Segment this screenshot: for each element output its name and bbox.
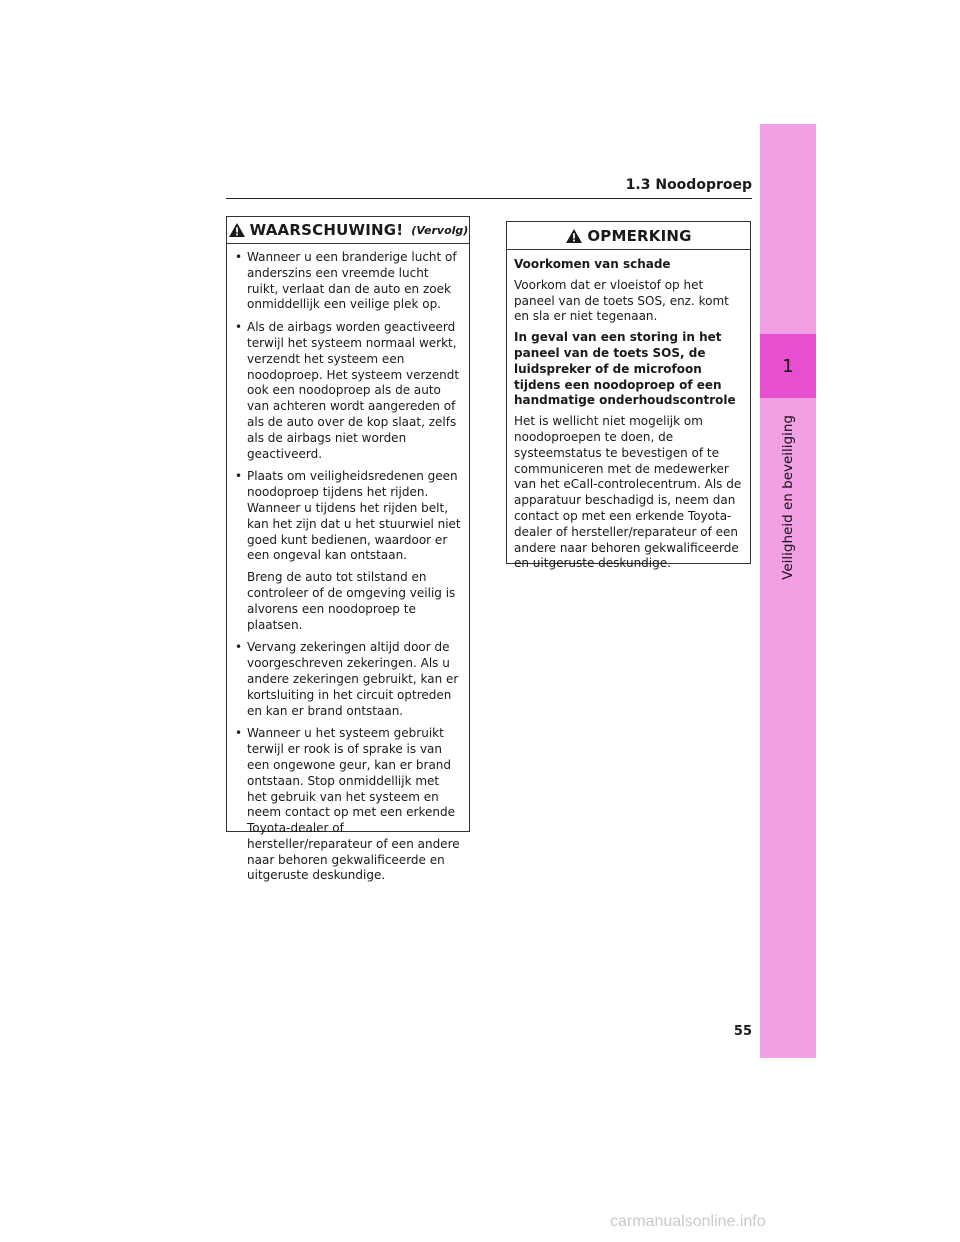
list-item: • Als de airbags worden geactiveerd terwijl het systeem normaal werkt, verzendt het systeem een noodoproep. Het systeem verzendt ook een noodoproep als de auto van achteren wordt aangereden of als de auto over de kop slaat, zelfs als de airbags niet worden geactiveerd. [235, 320, 460, 461]
watermark: carmanualsonline.info [610, 1213, 766, 1230]
chapter-title-tab [771, 405, 805, 590]
warning-title: WAARSCHUWING! [249, 221, 404, 239]
chapter-title: Veiligheid en beveiliging [780, 415, 796, 580]
bullet-icon: • [235, 640, 243, 655]
section-header: 1.3 Noodoproep [625, 177, 752, 193]
list-item: • Wanneer u het systeem gebruikt terwijl er rook is of sprake is van een ongewone geur, kan er brand ontstaan. Stop onmiddellijk met het gebruik van het systeem en neem contact op met een erkende Toyota-dealer of hersteller/reparateur of een andere naar behoren gekwalificeerde en uitgeruste deskundige. [235, 726, 460, 883]
list-item: • Wanneer u een branderige lucht of anderszins een vreemde lucht ruikt, verlaat dan de auto en zoek onmiddellijk een veilige plek op. [235, 250, 457, 312]
page-number: 55 [733, 1024, 752, 1039]
bullet-icon: • [235, 250, 243, 264]
header-divider [226, 198, 752, 199]
notice-header [507, 222, 750, 250]
notice-paragraph: Het is wellicht niet mogelijk om noodoproepen te doen, de systeemstatus te bevestigen of te communiceren met de medewerker van het eCall-controlecentrum. Als de apparatuur beschadigd is, neem dan contact op met een erkende Toyota-dealer of hersteller/reparateur of een andere naar behoren gekwalificeerde en uitgeruste deskundige. [514, 414, 742, 571]
bullet-icon: • [235, 320, 243, 335]
warning-box [226, 216, 470, 883]
chapter-tab-strip [760, 124, 816, 1058]
warning-header [227, 217, 469, 244]
notice-title: OPMERKING [587, 226, 692, 245]
notice-triangle-icon [565, 228, 583, 244]
chapter-number: 1 [782, 355, 794, 377]
bullet-icon: • [235, 469, 243, 484]
notice-heading: In geval van een storing in het paneel van de toets SOS, de luidspreker of de microfoon tijdens een noodoproep of een handmatige onderhoudscontrole [514, 330, 736, 408]
list-item: • Plaats om veiligheidsredenen geen noodoproep tijdens het rijden. Wanneer u tijdens het rijden belt, kan het zijn dat u het stuurwiel niet goed kunt bedienen, waardoor er een ongeval kan ontstaan. Breng de auto tot stilstand en controleer of de omgeving veilig is alvorens een noodoproep te plaatsen. [235, 469, 461, 632]
warning-subtitle: (Vervolg) [411, 223, 469, 237]
list-item-continuation: Breng de auto tot stilstand en controleer of de omgeving veilig is alvorens een noodoproep te plaatsen. [247, 570, 456, 632]
list-item: • Vervang zekeringen altijd door de voorgeschreven zekeringen. Als u andere zekeringen gebruikt, kan er kortsluiting in het circuit optreden en kan er brand ontstaan. [235, 640, 459, 718]
chapter-number-tab[interactable] [760, 334, 816, 398]
notice-paragraph: Voorkom dat er vloeistof op het paneel van de toets SOS, enz. komt en sla er niet tegenaan. [514, 277, 729, 324]
notice-box [506, 221, 751, 571]
bullet-icon: • [235, 726, 243, 741]
notice-heading: Voorkomen van schade [514, 257, 671, 271]
warning-triangle-icon [228, 222, 246, 238]
warning-list [233, 250, 461, 884]
